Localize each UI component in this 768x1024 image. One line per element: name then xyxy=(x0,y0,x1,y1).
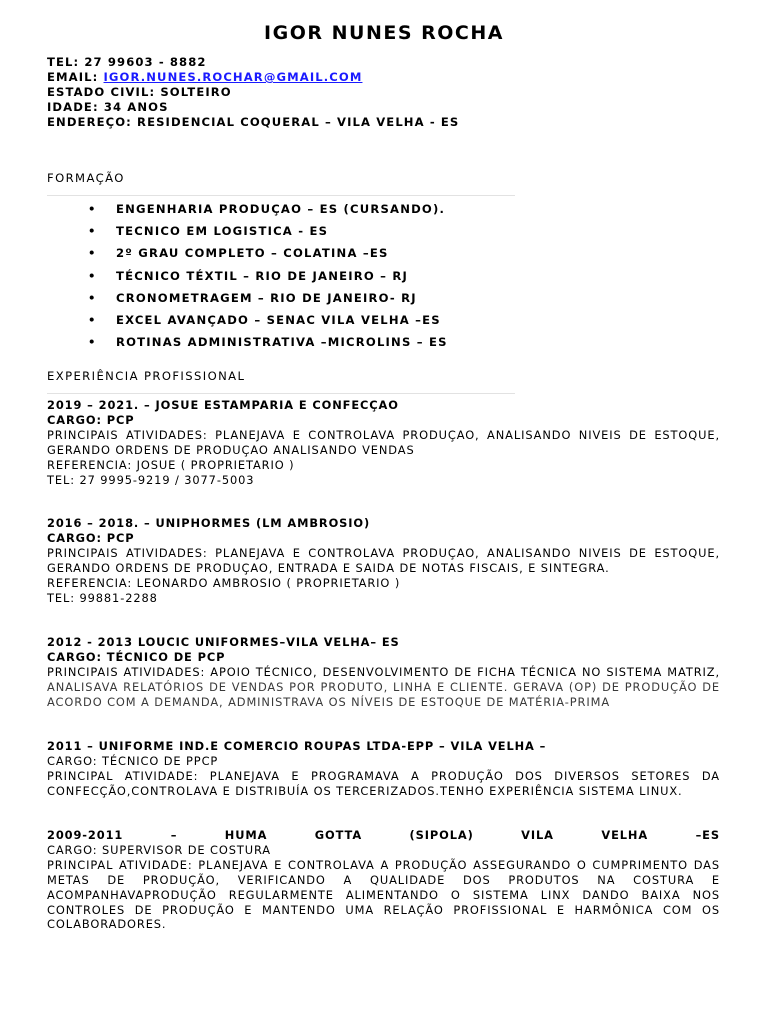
list-item: • 2º GRAU COMPLETO – COLATINA –ES xyxy=(88,246,389,261)
job-title: 2012 - 2013 LOUCIC UNIFORMES–VILA VELHA– ES xyxy=(47,635,400,649)
job-reference-phone: TEL: 99881-2288 xyxy=(47,590,158,605)
list-item: • TECNICO EM LOGISTICA - ES xyxy=(88,224,329,239)
job-role: CARGO: PCP xyxy=(47,412,135,427)
list-item: • EXCEL AVANÇADO – SENAC VILA VELHA –ES xyxy=(88,312,441,327)
candidate-name: IGOR NUNES ROCHA xyxy=(264,22,504,44)
bullet-icon: • xyxy=(88,246,97,261)
list-item: • CRONOMETRAGEM – RIO DE JANEIRO- RJ xyxy=(88,290,417,305)
job-role: CARGO: TÉCNICO DE PCP xyxy=(47,649,226,664)
education-heading: FORMAÇÃO xyxy=(47,171,125,185)
bullet-icon: • xyxy=(88,224,97,239)
email-label: EMAIL: xyxy=(47,70,104,84)
education-divider xyxy=(47,195,515,196)
job-role: CARGO: SUPERVISOR DE COSTURA xyxy=(47,842,271,857)
job-title: 2019 – 2021. – JOSUE ESTAMPARIA E CONFECÇAO xyxy=(47,398,399,412)
list-item: • TÉCNICO TÉXTIL – RIO DE JANEIRO – RJ xyxy=(88,268,409,283)
bullet-icon: • xyxy=(88,202,97,216)
job-description: PRINCIPAL ATIVIDADE: PLANEJAVA E CONTROLAVA A PRODUÇÃO ASSEGURANDO O CUMPRIMENTO DAS METAS DE PRODUÇÃO, VERIFICANDO A QUALIDADE DOS PRODUTOS NA COSTURA E ACOMPANHAVAPRODUÇÃO REGULARMENTE ALIMENTANDO O SISTEMA LINX DANDO BAIXA NOS CONTROLES DE PRODUÇÃO E MANTENDO UMA RELAÇÃO PROFISSIONAL E HARMÔNICA COM OS COLABORADORES. xyxy=(47,857,720,932)
list-item: • ROTINAS ADMINISTRATIVA –MICROLINS – ES xyxy=(88,335,448,350)
education-list xyxy=(88,200,448,355)
bullet-icon: • xyxy=(88,268,97,283)
job-description: PRINCIPAIS ATIVIDADES: PLANEJAVA E CONTROLAVA PRODUÇAO, ANALISANDO NIVEIS DE ESTOQUE, GERANDO ORDENS DE PRODUÇAO ANALISANDO VENDAS xyxy=(47,427,720,457)
job-description: PRINCIPAL ATIVIDADE: PLANEJAVA E PROGRAMAVA A PRODUÇÃO DOS DIVERSOS SETORES DA CONFECÇÃO,CONTROLAVA E DISTRIBUÍA OS TERCERIZADOS.TENHO EXPERIÊNCIA SISTEMA LINUX. xyxy=(47,768,720,798)
job-entry-uniforme xyxy=(47,739,720,799)
job-role: CARGO: TÉCNICO DE PPCP xyxy=(47,753,219,768)
job-title: 2016 – 2018. – UNIPHORMES (LM AMBROSIO) xyxy=(47,516,371,530)
contact-block xyxy=(47,55,727,130)
job-description: PRINCIPAIS ATIVIDADES: PLANEJAVA E CONTROLAVA PRODUÇAO, ANALISANDO NIVEIS DE ESTOQUE, GERANDO ORDENS DE PRODUÇAO, ENTRADA E SAIDA DE NOTAS FISCAIS, E SINTEGRA. xyxy=(47,545,720,575)
job-entry-huma-gotta xyxy=(47,828,720,932)
bullet-icon: • xyxy=(88,335,97,350)
job-reference-phone: TEL: 27 9995-9219 / 3077-5003 xyxy=(47,472,255,487)
email-line xyxy=(47,70,727,85)
civil-status-line: ESTADO CIVIL: SOLTEIRO xyxy=(47,85,232,99)
experience-heading: EXPERIÊNCIA PROFISSIONAL xyxy=(47,369,246,383)
bullet-icon: • xyxy=(88,290,97,305)
job-title: 2009-2011 – HUMA GOTTA (SIPOLA) VILA VELHA –ES xyxy=(47,828,720,842)
job-entry-uniphormes xyxy=(47,516,720,605)
job-reference: REFERENCIA: LEONARDO AMBROSIO ( PROPRIETARIO ) xyxy=(47,575,401,590)
age-line: IDADE: 34 ANOS xyxy=(47,100,169,114)
bullet-icon: • xyxy=(88,312,97,327)
job-entry-josue xyxy=(47,398,720,487)
experience-divider xyxy=(47,393,515,394)
job-title: 2011 – UNIFORME IND.E COMERCIO ROUPAS LTDA-EPP – VILA VELHA – xyxy=(47,739,547,753)
job-description: PRINCIPAIS ATIVIDADES: APOIO TÉCNICO, DESENVOLVIMENTO DE FICHA TÉCNICA NO SISTEMA MATRIZ, ANALISAVA RELATÓRIOS DE VENDAS POR PRODUTO, LINHA E CLIENTE. GERAVA (OP) DE PRODUÇÃO DE ACORDO COM A DEMANDA, ADMINISTRAVA OS NÍVEIS DE ESTOQUE DE MATÉRIA-PRIMA xyxy=(47,664,720,709)
job-entry-loucic xyxy=(47,635,720,710)
address-line: ENDEREÇO: RESIDENCIAL COQUERAL – VILA VELHA - ES xyxy=(47,115,460,129)
list-item: • ENGENHARIA PRODUÇAO – ES (CURSANDO). xyxy=(88,202,446,216)
job-reference: REFERENCIA: JOSUE ( PROPRIETARIO ) xyxy=(47,457,295,472)
job-role: CARGO: PCP xyxy=(47,530,135,545)
phone-line: TEL: 27 99603 - 8882 xyxy=(47,55,207,69)
email-link[interactable]: IGOR.NUNES.ROCHAR@GMAIL.COM xyxy=(103,70,363,84)
